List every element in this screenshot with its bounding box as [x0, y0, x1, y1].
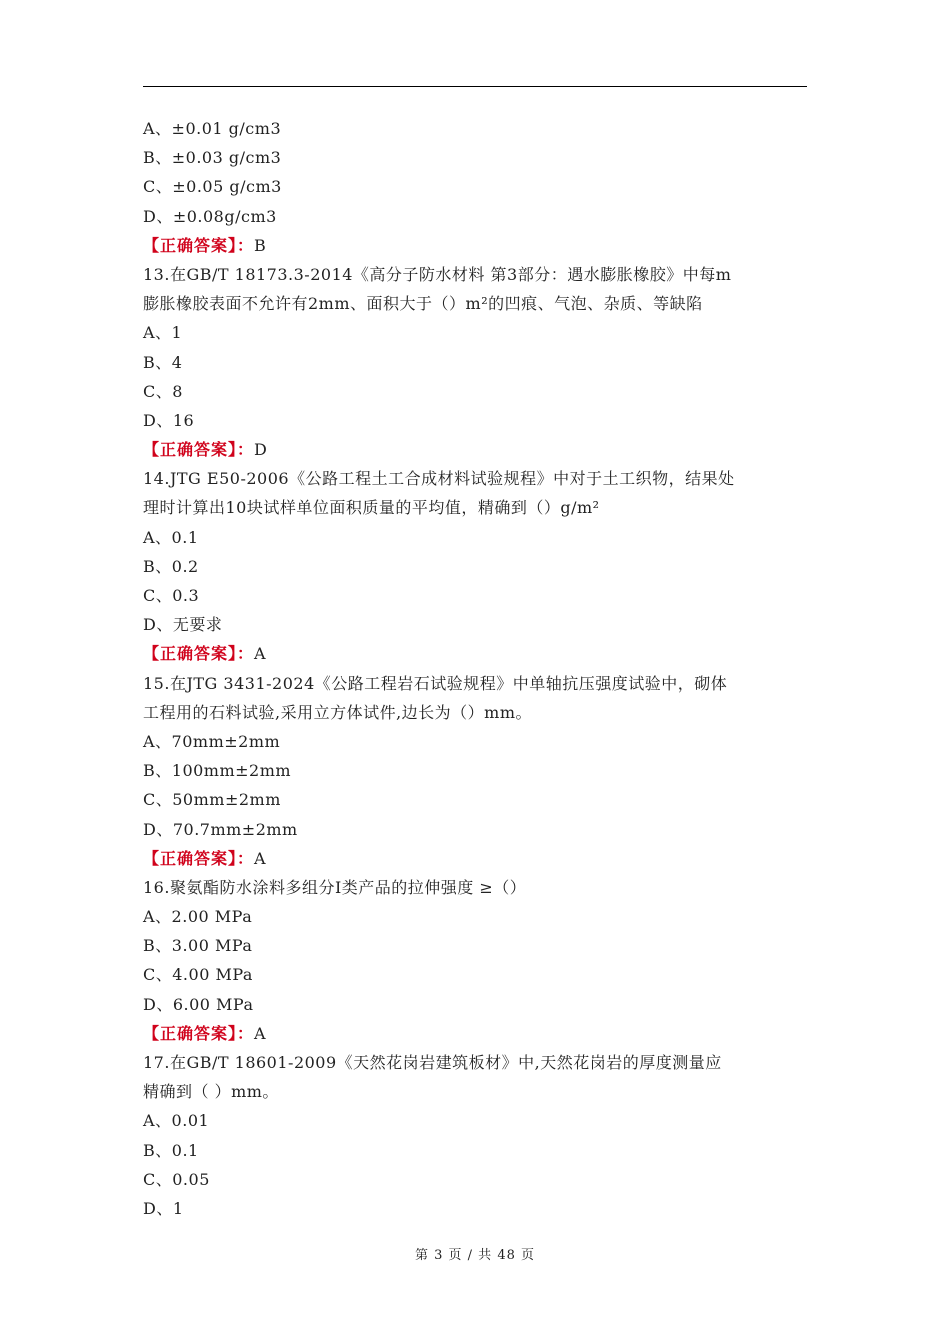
answer-line — [143, 639, 807, 668]
option-line: D、16 — [143, 410, 195, 430]
option-line: C、4.00 MPa — [143, 965, 253, 985]
question-line: 理时计算出10块试样单位面积质量的平均值，精确到（）g/m² — [143, 498, 600, 518]
header-rule — [143, 86, 807, 87]
question-line: 17.在GB/T 18601-2009《天然花岗岩建筑板材》中,天然花岗岩的厚度测量应 — [143, 1053, 722, 1072]
option-line: B、100mm±2mm — [143, 761, 292, 781]
answer-value: B — [254, 235, 267, 255]
option-line: C、50mm±2mm — [143, 790, 281, 810]
answer-line — [143, 844, 807, 873]
option-line: A、70mm±2mm — [143, 731, 281, 751]
option-line: C、±0.05 g/cm3 — [143, 177, 282, 197]
option-line: D、1 — [143, 1198, 184, 1218]
question-line: 膨胀橡胶表面不允许有2mm、面积大于（）m²的凹痕、气泡、杂质、等缺陷 — [143, 294, 703, 314]
answer-line — [143, 1019, 807, 1048]
option-line: D、6.00 MPa — [143, 994, 254, 1014]
option-line: C、0.3 — [143, 586, 200, 605]
option-line: B、0.1 — [143, 1140, 199, 1160]
option-line: C、8 — [143, 381, 183, 401]
option-line: B、3.00 MPa — [143, 936, 253, 956]
answer-label: 【正确答案】： — [143, 848, 255, 868]
question-line: 16.聚氨酯防水涂料多组分Ⅰ类产品的拉伸强度 ≥（） — [143, 877, 527, 897]
answer-value: D — [254, 440, 268, 460]
page-footer: 第 3 页 / 共 48 页 — [415, 1248, 535, 1263]
option-line: A、1 — [143, 323, 183, 343]
document-body — [143, 114, 807, 1223]
question-line: 精确到（ ）mm。 — [143, 1082, 279, 1102]
answer-line — [143, 435, 807, 464]
question-line: 15.在JTG 3431-2024《公路工程岩石试验规程》中单轴抗压强度试验中，砌体 — [143, 673, 728, 693]
question-line: 13.在GB/T 18173.3-2014《高分子防水材料 第3部分：遇水膨胀橡胶》中每m — [143, 264, 732, 284]
option-line: A、±0.01 g/cm3 — [143, 119, 282, 138]
question-line: 14.JTG E50-2006《公路工程土工合成材料试验规程》中对于土工织物，结果处 — [143, 469, 735, 489]
option-line: D、70.7mm±2mm — [143, 819, 298, 839]
option-line: C、0.05 — [143, 1169, 210, 1189]
answer-label: 【正确答案】： — [143, 440, 255, 460]
option-line: D、±0.08g/cm3 — [143, 206, 277, 226]
option-line: A、0.1 — [143, 527, 199, 547]
option-line: D、无要求 — [143, 615, 223, 635]
answer-label: 【正确答案】： — [143, 644, 255, 664]
answer-value: A — [254, 848, 267, 868]
option-line: A、2.00 MPa — [143, 907, 253, 927]
answer-line — [143, 231, 807, 260]
option-line: B、0.2 — [143, 556, 199, 576]
option-line: A、0.01 — [143, 1111, 210, 1131]
answer-label: 【正确答案】： — [143, 235, 255, 255]
answer-value: A — [254, 1023, 267, 1043]
option-line: B、4 — [143, 352, 183, 372]
answer-value: A — [254, 644, 267, 664]
option-line: B、±0.03 g/cm3 — [143, 148, 282, 168]
answer-label: 【正确答案】： — [143, 1023, 255, 1043]
question-line: 工程用的石料试验,采用立方体试件,边长为（）mm。 — [143, 702, 533, 722]
